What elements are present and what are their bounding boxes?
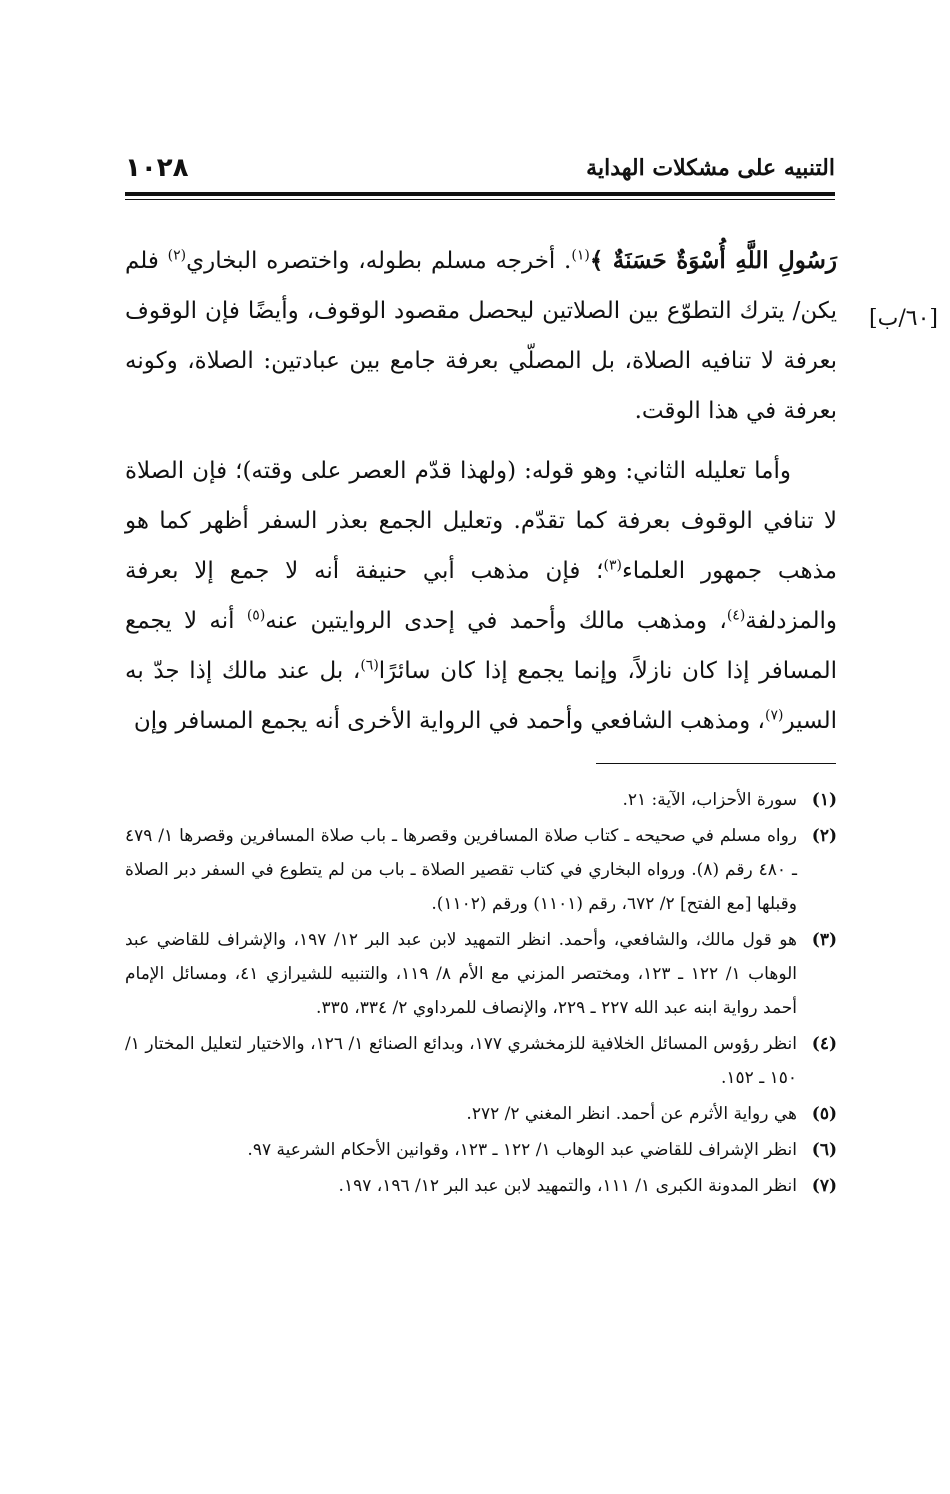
footnote-6 [125,1133,837,1167]
footnote-3 [125,923,837,1025]
footnote-number: (٣) [811,930,837,950]
footnote-ref-7[interactable]: (٧) [764,707,784,724]
manuscript-folio-note: [٦٠/ب] [869,306,938,331]
footnote-ref-5[interactable]: (٥) [246,607,266,624]
footnote-separator [596,763,836,764]
text-span: وأما تعليله الثاني: وهو قوله: (ولهذا قدّم العصر على وقته)؛ فإن الصلاة لا تنافي الوقوف بعرفة كما تقدّم. وتعليل الجمع بعذر السفر أظهر كما هو مذهب جمهور العلماء [125,458,837,584]
footnote-text: سورة الأحزاب، الآية: ٢١. [622,790,797,810]
footnote-text: رواه مسلم في صحيحه ـ كتاب صلاة المسافرين وقصرها ـ باب صلاة المسافرين وقصرها ١/ ٤٧٩ ـ ٤٨٠ رقم (٨). ورواه البخاري في كتاب تقصير الصلاة ـ باب من لم يتطوع في السفر دبر الصلاة وقبلها [مع الفتح] ٢/ ٦٧٢، رقم (١١٠١) ورقم (١١٠٢). [125,826,798,914]
text-span: . أخرجه مسلم بطوله، واختصره البخاري [186,248,572,274]
footnotes [125,783,837,1205]
footnote-text: انظر رؤوس المسائل الخلافية للزمخشري ١٧٧، وبدائع الصنائع ١/ ١٢٦، والاختيار لتعليل المختار ١/ ١٥٠ ـ ١٥٢. [125,1034,797,1088]
footnote-5 [125,1097,837,1131]
footnote-7 [125,1169,837,1203]
header-rule-thick [125,192,835,196]
footnote-text: انظر الإشراف للقاضي عبد الوهاب ١/ ١٢٢ ـ ١٢٣، وقوانين الأحكام الشرعية ٩٧. [247,1140,797,1160]
running-title: التنبيه على مشكلات الهداية [586,155,835,181]
footnote-number: (٢) [811,826,837,846]
text-span: أنه لا يجمع المسافر إذا كان نازلاً، وإنما يجمع إذا كان سائرًا [125,608,837,684]
page-header [125,150,835,186]
text-span: ، ومذهب مالك وأحمد في إحدى الروايتين عنه [265,608,727,634]
footnote-number: (٦) [811,1140,837,1160]
footnote-number: (٧) [811,1176,837,1196]
main-text [125,236,837,746]
page-number: ١٠٢٨ [125,153,189,183]
footnote-ref-2[interactable]: (٢) [167,247,187,264]
footnote-text: هي رواية الأثرم عن أحمد. انظر المغني ٢/ ٢٧٢. [466,1104,797,1124]
footnote-1 [125,783,837,817]
footnote-4 [125,1027,837,1095]
paragraph-2 [125,446,837,746]
footnote-ref-4[interactable]: (٤) [726,607,746,624]
footnote-number: (١) [811,790,837,810]
footnote-text: هو قول مالك، والشافعي، وأحمد. انظر التمهيد لابن عبد البر ١٢/ ١٩٧، والإشراف للقاضي عبد الوهاب ١/ ١٢٢ ـ ١٢٣، ومختصر المزني مع الأم ٨/ ١١٩، والتنبيه للشيرازي ٤١، ومسائل الإمام أحمد رواية ابنه عبد الله ٢٢٧ ـ ٢٢٩، والإنصاف للمرداوي ٢/ ٣٣٤، ٣٣٥. [125,930,798,1018]
quran-verse: رَسُولِ اللَّهِ أُسْوَةٌ حَسَنَةٌ ﴾ [589,247,837,274]
footnote-ref-6[interactable]: (٦) [360,657,379,674]
text-span: ؛ فإن مذهب أبي حنيفة أنه لا جمع إلا بعرفة والمزدلفة [125,558,837,634]
text-span: ، بل عند مالك إذا جدّ به السير [125,658,837,734]
text-span: ، ومذهب الشافعي وأحمد في الرواية الأخرى أنه يجمع المسافر وإن [133,708,765,734]
paragraph-1 [125,236,837,436]
footnote-text: انظر المدونة الكبرى ١/ ١١١، والتمهيد لابن عبد البر ١٢/ ١٩٦، ١٩٧. [338,1176,797,1196]
footnote-number: (٥) [811,1104,837,1124]
header-rule-thin [125,199,835,200]
footnote-ref-1[interactable]: (١) [571,247,590,264]
footnote-ref-3[interactable]: (٣) [603,557,622,574]
footnote-number: (٤) [811,1034,837,1054]
text-span: فلم يكن/ يترك التطوّع بين الصلاتين ليحصل مقصود الوقوف، وأيضًا فإن الوقوف بعرفة لا تنافيه الصلاة، بل المصلّي بعرفة جامع بين عبادتين: الصلاة، وكونه بعرفة في هذا الوقت. [125,248,837,424]
footnote-2 [125,819,837,921]
